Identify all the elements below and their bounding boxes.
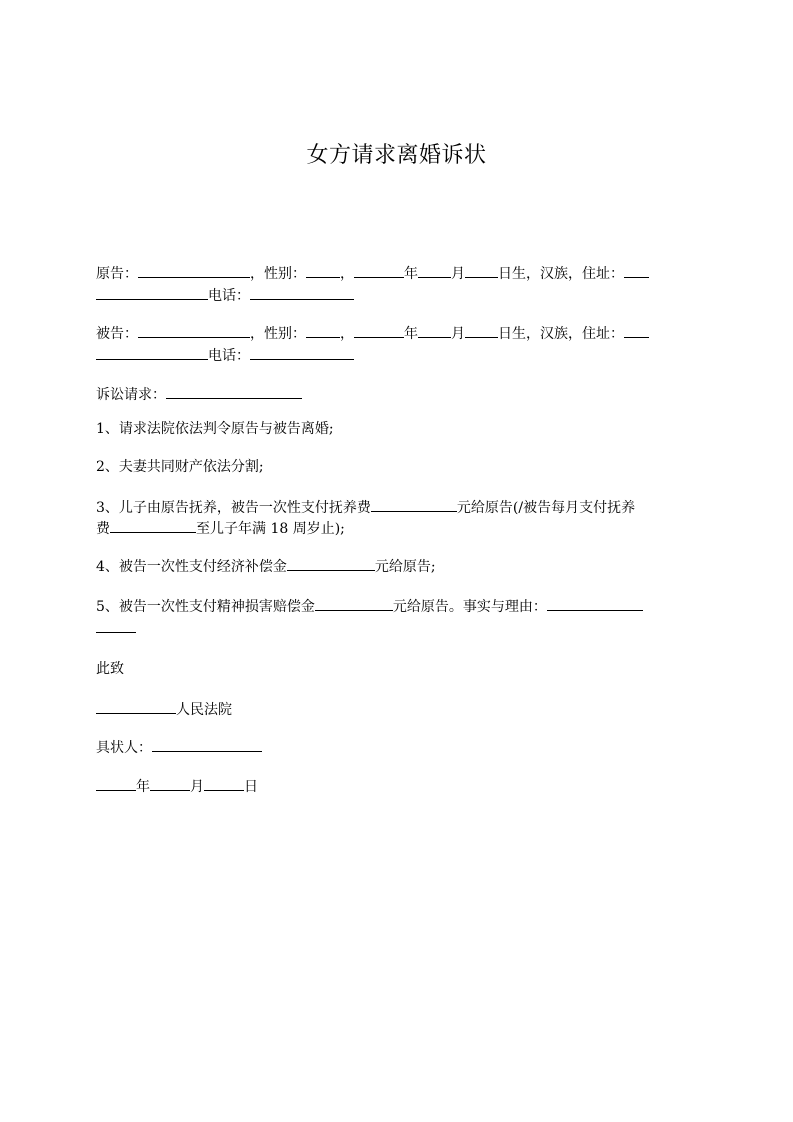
plaintiff-year-label: 年 bbox=[404, 266, 418, 282]
date-year-label: 年 bbox=[136, 779, 150, 795]
facts-reasons-blank[interactable] bbox=[547, 595, 643, 611]
date-year-blank[interactable] bbox=[96, 775, 136, 791]
claim-3-amount-blank[interactable] bbox=[371, 496, 457, 512]
plaintiff-name-blank[interactable] bbox=[138, 262, 250, 278]
claims-label: 诉讼请求： bbox=[96, 387, 166, 403]
claim-2: 2、夫妻共同财产依法分割; bbox=[96, 459, 264, 475]
signer-line bbox=[96, 736, 706, 758]
defendant-gender-label: ，性别： bbox=[250, 326, 306, 342]
defendant-line-2 bbox=[96, 344, 706, 366]
claim-4-amount-blank[interactable] bbox=[287, 555, 375, 571]
court-suffix: 人民法院 bbox=[176, 702, 232, 718]
plaintiff-label: 原告： bbox=[96, 266, 138, 282]
claim-3-text-4: 至儿子年满 18 周岁止); bbox=[196, 521, 345, 537]
claim-3-line-2 bbox=[96, 517, 706, 539]
court-name-blank[interactable] bbox=[96, 698, 176, 714]
date-day-blank[interactable] bbox=[204, 775, 244, 791]
claim-5-text-1: 5、被告一次性支付精神损害赔偿金 bbox=[96, 599, 315, 615]
date-month-blank[interactable] bbox=[150, 775, 190, 791]
defendant-comma: ， bbox=[340, 326, 354, 342]
claim-3-text-2: 元给原告(/被告每月支付抚养 bbox=[456, 500, 636, 516]
plaintiff-day-blank[interactable] bbox=[465, 262, 498, 278]
claim-3-text-3: 费 bbox=[96, 521, 110, 537]
defendant-month-label: 月 bbox=[451, 326, 465, 342]
plaintiff-comma: ， bbox=[340, 266, 354, 282]
defendant-day-blank[interactable] bbox=[465, 322, 498, 338]
defendant-phone-blank[interactable] bbox=[250, 344, 354, 360]
claims-blank[interactable] bbox=[166, 383, 302, 399]
claim-5-line-1 bbox=[96, 595, 706, 617]
document-title: 女方请求离婚诉状 bbox=[306, 143, 487, 168]
court-line bbox=[96, 698, 706, 720]
date-month-label: 月 bbox=[190, 779, 204, 795]
claim-5-line-2 bbox=[96, 617, 706, 639]
plaintiff-day-ethnicity-address: 日生，汉族，住址： bbox=[498, 266, 624, 282]
plaintiff-month-blank[interactable] bbox=[418, 262, 451, 278]
plaintiff-year-blank[interactable] bbox=[354, 262, 404, 278]
claim-5-amount-blank[interactable] bbox=[315, 595, 393, 611]
plaintiff-line-2 bbox=[96, 284, 706, 306]
claim-3-text-1: 3、儿子由原告抚养，被告一次性支付抚养费 bbox=[96, 500, 371, 516]
plaintiff-phone-label: 电话： bbox=[208, 288, 250, 304]
claim-5-text-2: 元给原告。事实与理由： bbox=[392, 599, 547, 615]
claims-heading-line bbox=[96, 383, 706, 405]
facts-reasons-blank-2[interactable] bbox=[96, 617, 136, 633]
defendant-phone-label: 电话： bbox=[208, 348, 250, 364]
defendant-day-ethnicity-address: 日生，汉族，住址： bbox=[498, 326, 624, 342]
defendant-name-blank[interactable] bbox=[138, 322, 250, 338]
date-day-label: 日 bbox=[244, 779, 258, 795]
defendant-address-blank[interactable] bbox=[624, 322, 649, 338]
claim-4-text-1: 4、被告一次性支付经济补偿金 bbox=[96, 559, 287, 575]
claim-3-line-1 bbox=[96, 496, 706, 518]
claim-1: 1、请求法院依法判令原告与被告离婚; bbox=[96, 421, 334, 437]
date-line bbox=[96, 775, 706, 797]
signer-label: 具状人： bbox=[96, 740, 152, 756]
plaintiff-phone-blank[interactable] bbox=[250, 284, 354, 300]
defendant-line-1 bbox=[96, 322, 706, 344]
plaintiff-gender-blank[interactable] bbox=[306, 262, 340, 278]
plaintiff-address-blank-2[interactable] bbox=[96, 284, 208, 300]
claim-3-monthly-blank[interactable] bbox=[110, 517, 196, 533]
plaintiff-address-blank[interactable] bbox=[624, 262, 649, 278]
plaintiff-line-1 bbox=[96, 262, 706, 284]
claim-4 bbox=[96, 555, 706, 577]
defendant-label: 被告： bbox=[96, 326, 138, 342]
defendant-month-blank[interactable] bbox=[418, 322, 451, 338]
plaintiff-gender-label: ，性别： bbox=[250, 266, 306, 282]
defendant-gender-blank[interactable] bbox=[306, 322, 340, 338]
defendant-year-blank[interactable] bbox=[354, 322, 404, 338]
defendant-address-blank-2[interactable] bbox=[96, 344, 208, 360]
signer-blank[interactable] bbox=[152, 736, 262, 752]
plaintiff-month-label: 月 bbox=[451, 266, 465, 282]
closing: 此致 bbox=[96, 661, 124, 677]
defendant-year-label: 年 bbox=[404, 326, 418, 342]
claim-4-text-2: 元给原告; bbox=[374, 559, 436, 575]
